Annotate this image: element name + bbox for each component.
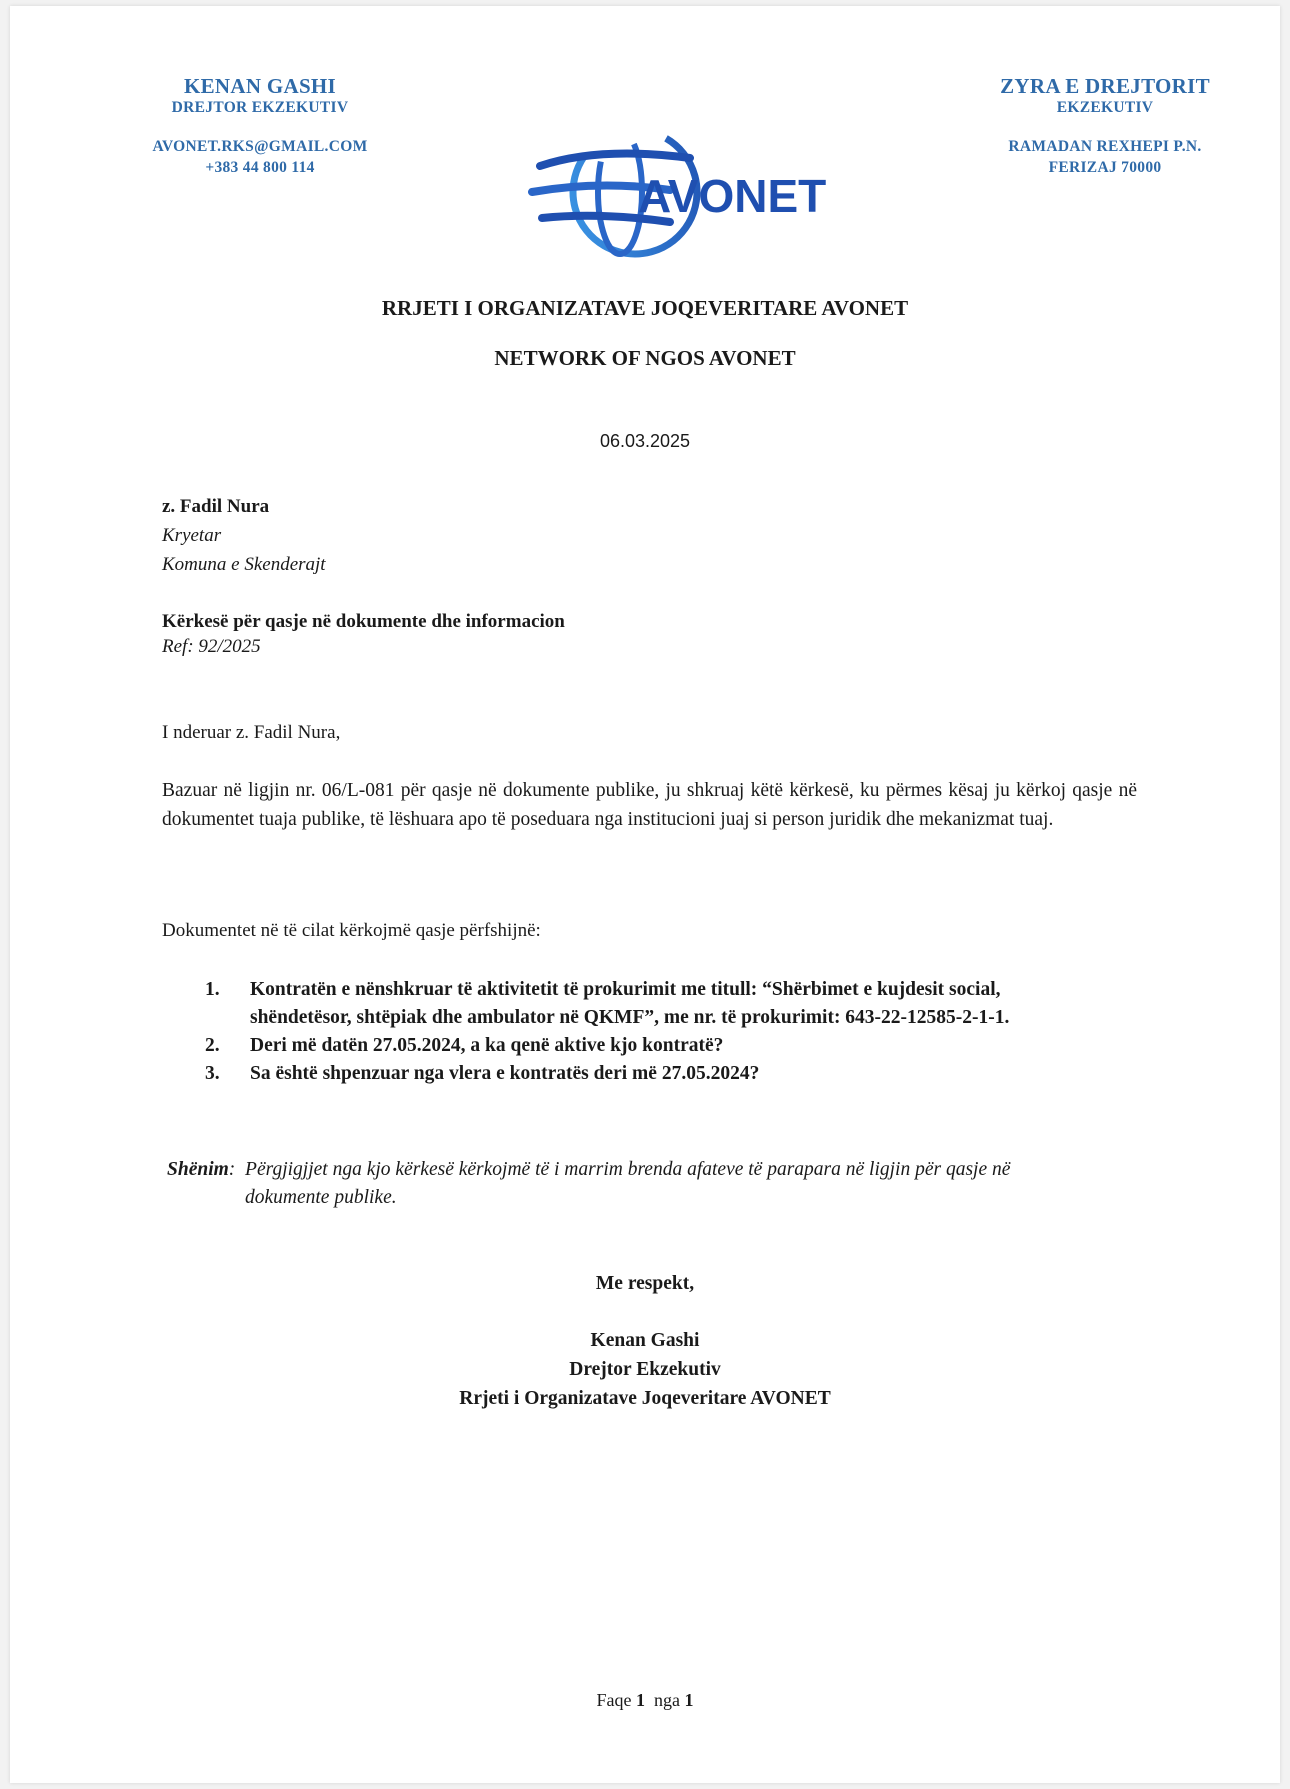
footer-current-page: 1 bbox=[636, 1690, 645, 1710]
office-address: RAMADAN REXHEPI P.N. bbox=[1008, 138, 1202, 155]
logo-text: AVONET bbox=[638, 170, 827, 222]
list-item-text: Kontratën e nënshkruar të aktivitetit të prokurimit me titull: “Shërbimet e kujdesit social, bbox=[250, 979, 1001, 1000]
list-item bbox=[205, 1032, 1145, 1060]
office-name: ZYRA E DREJTORIT bbox=[1000, 74, 1210, 98]
list-item-text: Deri më datën 27.05.2024, a ka qenë aktive kjo kontratë? bbox=[250, 1035, 724, 1056]
sender-phone: +383 44 800 114 bbox=[205, 159, 315, 176]
recipient-org: Komuna e Skenderajt bbox=[162, 554, 326, 575]
recipient-name: z. Fadil Nura bbox=[162, 496, 270, 517]
office-subname: EKZEKUTIV bbox=[1056, 99, 1154, 116]
recipient-title: Kryetar bbox=[162, 525, 222, 546]
org-title-en: NETWORK OF NGOS AVONET bbox=[494, 346, 796, 370]
note-text-cont: dokumente publike. bbox=[245, 1187, 397, 1208]
signature-name: Kenan Gashi bbox=[590, 1330, 700, 1351]
subject-title: Kërkesë për qasje në dokumente dhe informacion bbox=[162, 611, 565, 632]
list-item-number: 3. bbox=[205, 1063, 220, 1084]
sender-name: KENAN GASHI bbox=[183, 74, 337, 98]
sender-role: DREJTOR EKZEKUTIV bbox=[171, 99, 349, 116]
office-city: FERIZAJ 70000 bbox=[1048, 159, 1162, 176]
document-page bbox=[10, 6, 1280, 1783]
closing: Me respekt, bbox=[595, 1273, 695, 1294]
list-item-number: 1. bbox=[205, 979, 220, 1000]
list-item bbox=[205, 976, 1145, 1032]
list-item-number: 2. bbox=[205, 1035, 220, 1056]
header-left bbox=[120, 76, 400, 178]
note-text: Përgjigjjet nga kjo kërkesë kërkojmë të i marrim brenda afateve të parapara në ligjin për qasje në bbox=[245, 1159, 1011, 1180]
header-right bbox=[970, 76, 1240, 178]
sender-email: AVONET.RKS@GMAIL.COM bbox=[152, 138, 368, 155]
list-intro: Dokumentet në të cilat kërkojmë qasje përfshijnë: bbox=[162, 920, 541, 941]
document-list bbox=[205, 976, 1145, 1088]
signature-role: Drejtor Ekzekutiv bbox=[569, 1359, 721, 1380]
list-item-text-cont: shëndetësor, shtëpiak dhe ambulator në QKMF”, me nr. të prokurimit: 643-22-12585-2-1-1. bbox=[250, 1007, 1010, 1028]
footer-label: Faqe bbox=[596, 1690, 632, 1710]
org-title-sq: RRJETI I ORGANIZATAVE JOQEVERITARE AVONET bbox=[381, 296, 909, 320]
subject-ref: Ref: 92/2025 bbox=[162, 636, 261, 657]
footer-sep: nga bbox=[654, 1690, 680, 1710]
signature-org: Rrjeti i Organizatave Joqeveritare AVONET bbox=[459, 1388, 831, 1409]
body-paragraph: Bazuar në ligjin nr. 06/L-081 për qasje në dokumente publike, ju shkruaj këtë kërkesë, ku përmes kësaj ju kërkoj qasje në dokumentet tuaja publike, të lëshuara apo të poseduara nga institucioni juaj si person juridik dhe mekanizmat tuaj. bbox=[162, 780, 1137, 830]
salutation: I nderuar z. Fadil Nura, bbox=[162, 722, 341, 743]
footer-total-pages: 1 bbox=[684, 1690, 694, 1710]
page-footer bbox=[10, 1690, 1280, 1711]
note: Shënim: Përgjigjjet nga kjo kërkesë kërkojmë të i marrim brenda afateve të parapara në ligjin për qasje në dokumente publike. bbox=[167, 1156, 1137, 1212]
list-item-text: Sa është shpenzuar nga vlera e kontratës deri më 27.05.2024? bbox=[250, 1063, 760, 1084]
avonet-logo bbox=[520, 118, 830, 266]
list-item bbox=[205, 1060, 1145, 1088]
letter-date: 06.03.2025 bbox=[599, 431, 691, 451]
note-label: Shënim bbox=[167, 1159, 229, 1180]
